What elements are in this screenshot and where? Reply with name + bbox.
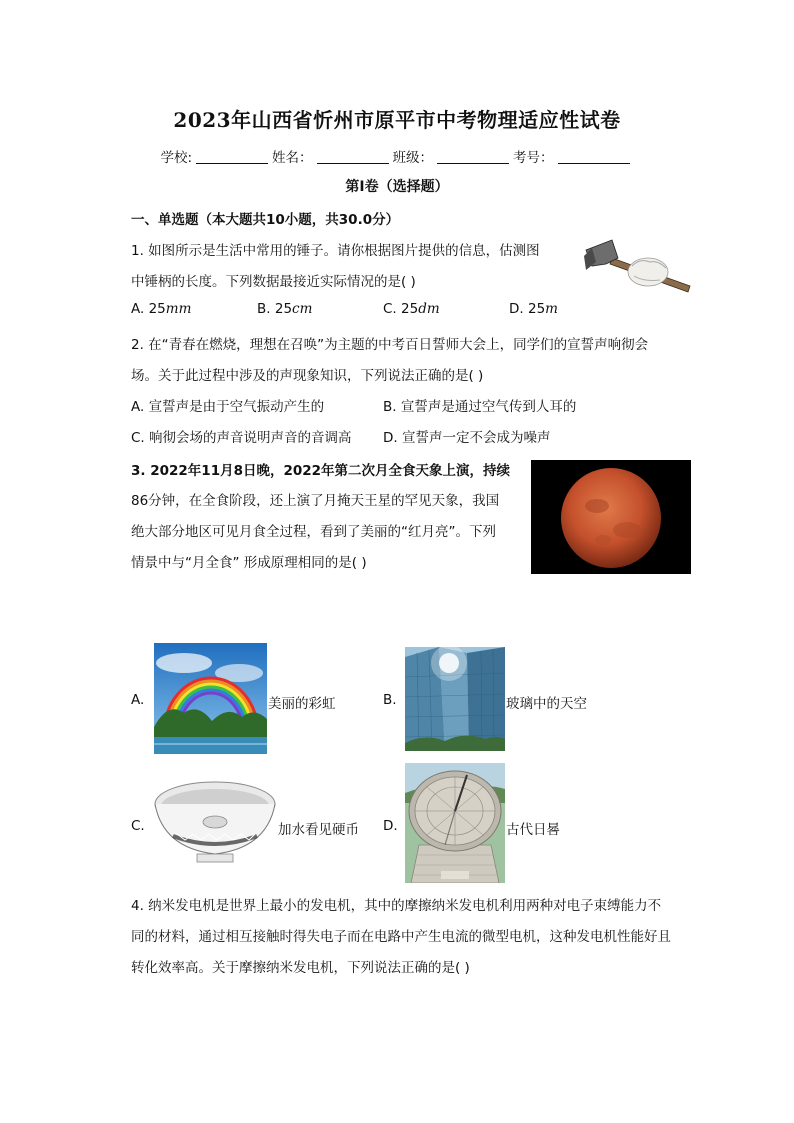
q1-line2: 中锤柄的长度。下列数据最接近实际情况的是( ) (131, 274, 416, 290)
class-blank[interactable] (437, 149, 509, 164)
q4-line3: 转化效率高。关于摩擦纳米发电机，下列说法正确的是( ) (131, 960, 470, 976)
red-moon-image (531, 460, 691, 574)
q2-option-d[interactable]: D. 宣誓声一定不会成为噪声 (383, 430, 551, 446)
q1-option-b-letter: B. (257, 301, 271, 317)
q1-option-c-unit: dm (418, 301, 440, 317)
q1-option-a[interactable] (131, 301, 191, 317)
q1-option-a-letter: A. (131, 301, 145, 317)
q3-option-b-letter[interactable]: B. (383, 692, 397, 708)
q3-line2: 86分钟，在全食阶段，还上演了月掩天王星的罕见天象，我国 (131, 493, 500, 509)
q3-line3: 绝大部分地区可见月食全过程，看到了美丽的“红月亮”。下列 (131, 524, 496, 540)
bowl-coin-image (153, 778, 277, 870)
q1-option-c-letter: C. (383, 301, 397, 317)
school-label: 学校: (160, 150, 193, 166)
q3-option-a-label[interactable]: 美丽的彩虹 (268, 696, 336, 712)
glass-building-image (405, 647, 505, 751)
q1-option-d-letter: D. (509, 301, 524, 317)
sundial-image (405, 763, 505, 883)
rainbow-image (154, 643, 267, 754)
name-blank[interactable] (317, 149, 389, 164)
q3-option-c-letter[interactable]: C. (131, 818, 145, 834)
q2-line1: 2. 在“青春在燃烧，理想在召唤”为主题的中考百日誓师大会上，同学们的宣誓声响彻会 (131, 337, 649, 353)
part-heading: 一、单选题（本大题共10小题，共30.0分） (131, 212, 400, 228)
q2-option-a[interactable]: A. 宣誓声是由于空气振动产生的 (131, 399, 325, 415)
q3-option-a-letter[interactable]: A. (131, 692, 145, 708)
q2-option-c[interactable]: C. 响彻会场的声音说明声音的音调高 (131, 430, 352, 446)
q3-option-c-label[interactable]: 加水看见硬币 (278, 822, 359, 838)
section-title: 第I卷（选择题） (345, 179, 449, 195)
q1-option-a-num: 25 (148, 301, 166, 317)
exam-title: 2023年山西省忻州市原平市中考物理适应性试卷 (173, 108, 621, 132)
q1-option-b-num: 25 (274, 301, 293, 317)
class-label: 班级： (392, 150, 434, 166)
q1-option-c[interactable] (383, 301, 440, 317)
q1-option-b-unit: cm (292, 301, 313, 317)
q3-line4: 情景中与“月全食” 形成原理相同的是( ) (131, 555, 367, 571)
exam-no-blank[interactable] (558, 149, 630, 164)
q1-option-d-num: 25 (527, 301, 546, 317)
q2-option-b[interactable]: B. 宣誓声是通过空气传到人耳的 (383, 399, 577, 415)
q1-option-d-unit: m (545, 301, 558, 317)
exam-no-label: 考号： (513, 150, 554, 166)
q1-option-d[interactable] (509, 301, 558, 317)
q1-option-c-num: 25 (401, 301, 419, 317)
q3-option-d-letter[interactable]: D. (383, 818, 398, 834)
q1-line1: 1. 如图所示是生活中常用的锤子。请你根据图片提供的信息，估测图 (131, 243, 540, 259)
q3-option-d-label[interactable]: 古代日晷 (506, 822, 560, 838)
school-blank[interactable] (196, 149, 268, 164)
name-label: 姓名： (272, 150, 313, 166)
q1-option-a-unit: mm (165, 301, 192, 317)
q4-line2: 同的材料，通过相互接触时得失电子而在电路中产生电流的微型电机，这种发电机性能好且 (131, 929, 671, 945)
q2-line2: 场。关于此过程中涉及的声现象知识，下列说法正确的是( ) (131, 368, 484, 384)
hammer-image (582, 236, 692, 294)
q3-option-b-label[interactable]: 玻璃中的天空 (506, 696, 587, 712)
q1-option-b[interactable] (257, 301, 312, 317)
q3-line1: 3. 2022年11月8日晚，2022年第二次月全食天象上演，持续 (131, 463, 511, 479)
student-info-line (0, 146, 794, 166)
q4-line1: 4. 纳米发电机是世界上最小的发电机，其中的摩擦纳米发电机利用两种对电子束缚能力不 (131, 898, 662, 914)
